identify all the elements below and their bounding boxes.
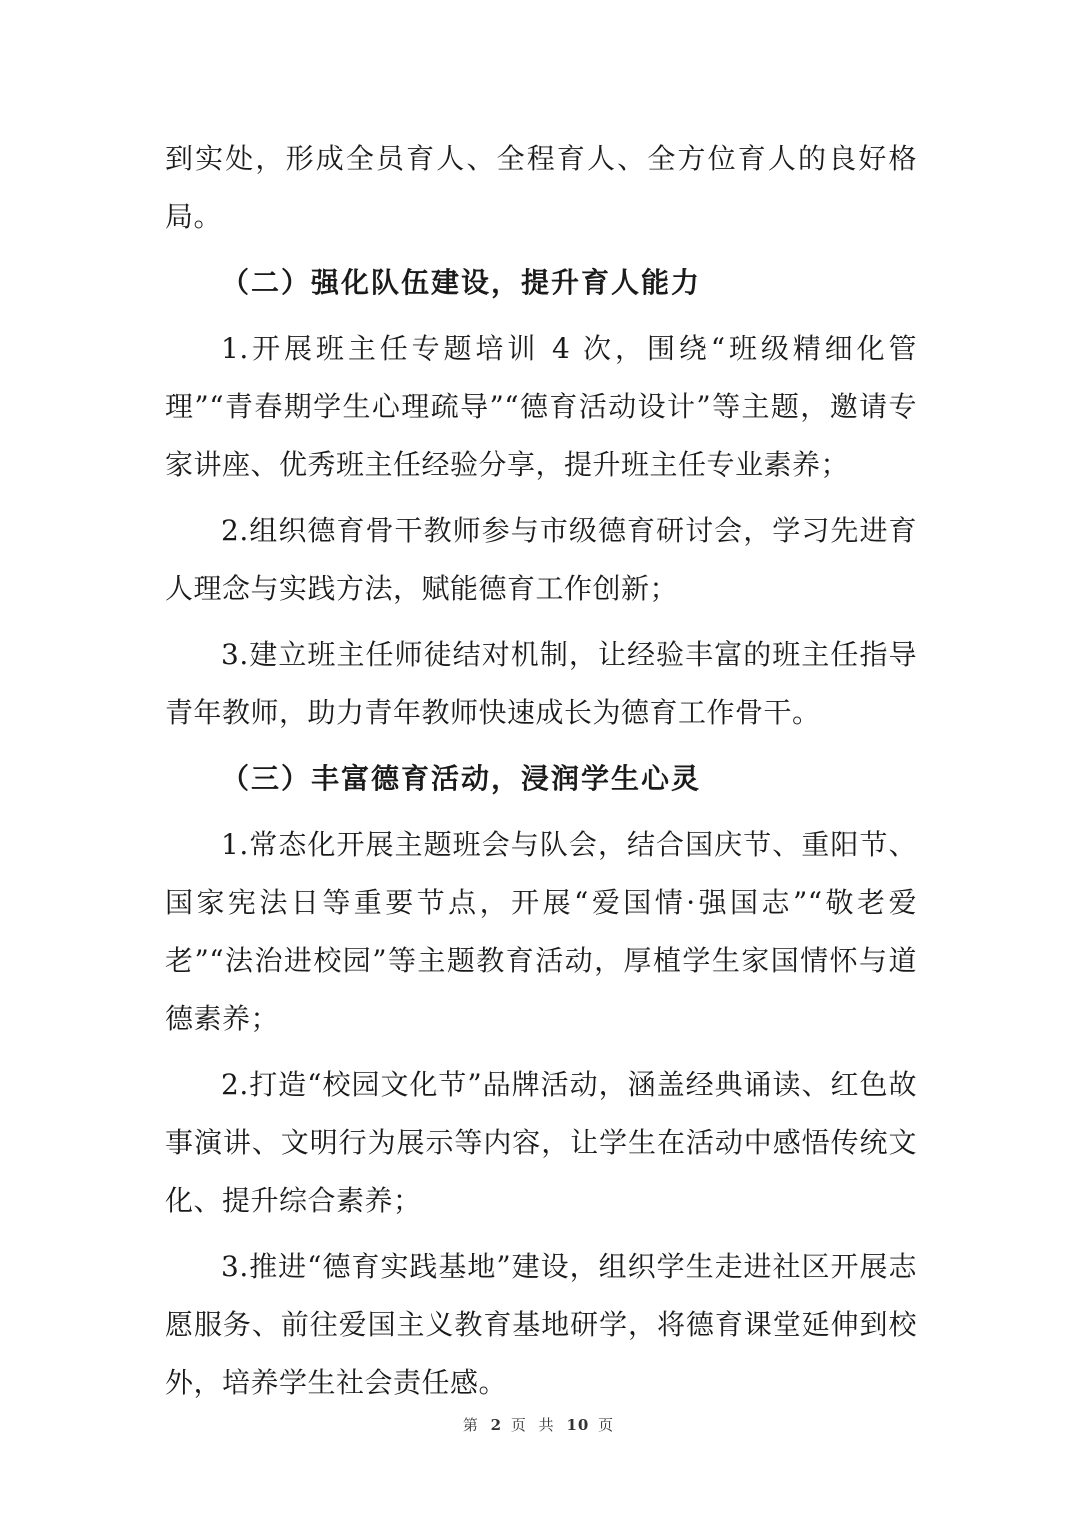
total-pages-number: 10: [566, 1416, 590, 1434]
paragraph-2-3: 3.建立班主任师徒结对机制，让经验丰富的班主任指导青年教师，助力青年教师快速成长为德育工作骨干。: [165, 638, 917, 729]
footer-suffix: 页: [598, 1416, 618, 1434]
section-heading-2: （二）强化队伍建设，提升育人能力: [221, 266, 702, 299]
paragraph-3-1: 1.常态化开展主题班会与队会，结合国庆节、重阳节、国家宪法日等重要节点，开展“爱国情·强国志”“敬老爱老”“法治进校园”等主题教育活动，厚植学生家国情怀与道德素养；: [165, 828, 917, 1035]
page-footer: [0, 1414, 1080, 1435]
paragraph-3-2: 2.打造“校园文化节”品牌活动，涵盖经典诵读、红色故事演讲、文明行为展示等内容，让学生在活动中感悟传统文化、提升综合素养；: [165, 1068, 917, 1217]
paragraph-continuation: 到实处，形成全员育人、全程育人、全方位育人的良好格局。: [165, 142, 917, 233]
paragraph-2-2: 2.组织德育骨干教师参与市级德育研讨会，学习先进育人理念与实践方法，赋能德育工作创新；: [165, 514, 917, 605]
footer-prefix: 第: [462, 1416, 482, 1434]
footer-middle: 页 共: [510, 1416, 558, 1434]
section-heading-3: （三）丰富德育活动，浸润学生心灵: [221, 762, 702, 795]
paragraph-3-3: 3.推进“德育实践基地”建设，组织学生走进社区开展志愿服务、前往爱国主义教育基地研学，将德育课堂延伸到校外，培养学生社会责任感。: [165, 1250, 917, 1399]
paragraph-2-1: 1.开展班主任专题培训 4 次，围绕“班级精细化管理”“青春期学生心理疏导”“德育活动设计”等主题，邀请专家讲座、优秀班主任经验分享，提升班主任专业素养；: [165, 332, 917, 481]
current-page-number: 2: [490, 1416, 503, 1434]
document-body: [165, 130, 917, 1420]
